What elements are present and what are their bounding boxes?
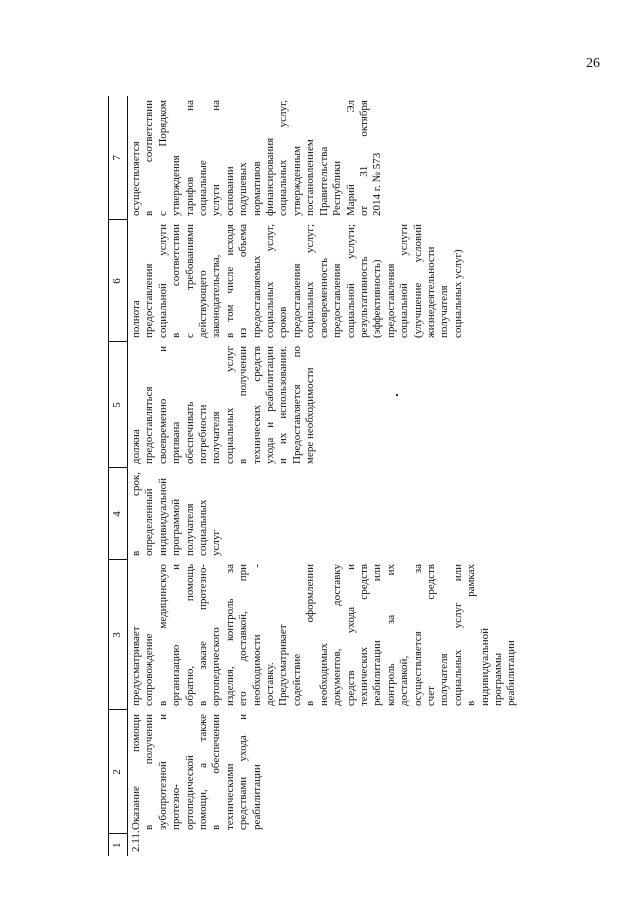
cell-text-line: индивидуальной	[478, 627, 491, 706]
cell-text-line: в соответствии	[170, 224, 183, 338]
cell-text-line: 2014 г. № 573	[371, 152, 384, 216]
cell-text-line: реабилитации	[505, 640, 518, 706]
cell-text-line: предоставления	[290, 263, 303, 338]
cell-text-line: в заказе протезно-	[197, 564, 210, 706]
cell-text-line: своевременность	[317, 257, 330, 338]
cell-text-line: утвержденным	[290, 145, 303, 216]
cell-text-line: реабилитации	[250, 764, 263, 830]
cell-text-line: и их использовании.	[277, 346, 290, 464]
column-number: 7	[109, 96, 128, 220]
cell-text-line: нормативов	[250, 161, 263, 216]
row-number: 2.11.	[130, 830, 142, 852]
cell-text-line: программой	[170, 498, 183, 556]
cell-text-line: обратно, помощь	[183, 564, 196, 706]
cell-text-line: доставку.	[264, 662, 277, 706]
cell-text-line: услуг	[210, 530, 223, 556]
cell-text-line: счет средств	[424, 564, 437, 706]
cell-text-line: в срок,	[130, 472, 142, 556]
cell-text-line: мере необходимости	[304, 367, 317, 464]
cell-text-line: социальных услуг,	[264, 224, 277, 338]
cell-text-line: с Порядком	[156, 100, 169, 216]
cell-text-line: Правительства	[317, 146, 330, 216]
cell-text-line: утверждения	[170, 155, 183, 216]
cell-text-line: осуществляется	[130, 141, 142, 216]
column-number: 6	[109, 220, 128, 342]
rotated-table-sheet	[108, 96, 518, 856]
cell-text-line: в медицинскую	[156, 564, 169, 706]
cell-text-line: ортопедической	[183, 755, 196, 830]
cell-text-line: средствами ухода и	[237, 714, 250, 830]
cell-text-line: социальной услуги;	[344, 224, 357, 338]
service-description-cell	[128, 560, 521, 710]
cell-text-line: социальной услуги	[156, 224, 169, 338]
cell-text-line: в получении	[143, 714, 156, 830]
cell-text-line: содействие	[290, 653, 303, 706]
cell-text-line: социальных услуг)	[451, 249, 464, 338]
cell-text-line: технических средств	[250, 346, 263, 464]
cell-text-line: постановлением	[304, 139, 317, 216]
cell-text-line: его доставкой, при	[237, 564, 250, 706]
cell-text-line: реабилитации или	[371, 564, 384, 706]
cell-text-line: социальных услуг;	[304, 224, 317, 338]
cell-text-line: изделия, контроль за	[223, 564, 236, 706]
column-number: 2	[109, 710, 128, 834]
cell-text-line: в оформлении	[304, 564, 317, 706]
column-number: 5	[109, 342, 128, 468]
cell-text-line: индивидуальной	[156, 477, 169, 556]
cell-text-line: протезно-	[170, 784, 183, 830]
quality-indicators-cell	[128, 220, 521, 342]
cell-text-line: контроль за их	[384, 564, 397, 706]
cell-text-line: получателя	[438, 653, 451, 706]
column-number: 4	[109, 468, 128, 560]
cell-text-line: Марий Эл	[344, 100, 357, 216]
cell-text-line: жизнедеятельности	[424, 246, 437, 338]
cell-text-line: определенный	[143, 488, 156, 556]
cell-text-line: (эффективность)	[371, 259, 384, 338]
cell-text-line: социальных услуг,	[277, 100, 290, 216]
cell-text-line: доставкой,	[398, 655, 411, 706]
cell-text-line: призвана	[170, 421, 183, 464]
cell-text-line: предоставляться	[143, 386, 156, 464]
service-name-cell	[128, 710, 521, 834]
cell-text-line: необходимых	[317, 642, 330, 706]
cell-text-line: средств ухода и	[344, 564, 357, 706]
cell-text-line: полнота	[130, 300, 142, 338]
cell-text-line: тарифов на	[183, 100, 196, 216]
cell-text-line: социальных услуг	[223, 346, 236, 464]
cell-text-line: услуги на	[210, 100, 223, 216]
cell-text-line: предоставления	[331, 263, 344, 338]
cell-text-line: социальных	[197, 499, 210, 556]
cell-text-line: организацию и	[170, 564, 183, 706]
cell-text-line: предоставления	[384, 263, 397, 338]
cell-text-line: осуществляется за	[411, 564, 424, 706]
cell-text-line: сроков	[277, 306, 290, 338]
cell-text-line: необходимости -	[250, 564, 263, 706]
cell-text-line: зубопротезной и	[156, 714, 169, 830]
cell-text-line: обеспечивать	[183, 401, 196, 464]
cell-text-line: социальные	[197, 160, 210, 216]
cell-text-line: получателя	[438, 285, 451, 338]
cell-text-line: Оказание помощи	[130, 714, 142, 830]
cell-text-line: документов, доставку	[331, 564, 344, 706]
services-table	[108, 96, 521, 856]
cell-text-line: потребности	[197, 404, 210, 464]
cell-text-line: законодательства,	[210, 254, 223, 338]
service-term-cell	[128, 468, 521, 560]
column-number-row	[109, 96, 128, 856]
cell-text-line: в рамках	[465, 564, 478, 706]
cell-text-line: социальных услуг или	[451, 564, 464, 706]
cell-text-line: действующего	[197, 270, 210, 338]
cell-text-line: предоставляемых	[250, 255, 263, 338]
tariff-cell	[128, 96, 521, 220]
cell-text-line: основании	[223, 166, 236, 216]
cell-text-line: ортопедического	[210, 627, 223, 706]
cell-text-line: социальной услуги	[398, 224, 411, 338]
cell-text-line: в том числе исходя	[223, 224, 236, 338]
cell-text-line: с требованиями	[183, 224, 196, 338]
column-number: 3	[109, 560, 128, 710]
column-number: 1	[109, 834, 128, 856]
cell-text-line: Республики	[331, 160, 344, 216]
cell-text-line: ухода и реабилитации	[264, 346, 277, 464]
cell-text-line: финансирования	[264, 137, 277, 216]
cell-text-line: получателя	[183, 503, 196, 556]
cell-text-line: предусматривает	[130, 626, 142, 706]
page-number: 26	[586, 56, 600, 71]
cell-text-line: от 31 октября	[357, 100, 370, 216]
cell-text-line: в получении	[237, 346, 250, 464]
cell-text-line: Предоставляется по	[290, 346, 303, 464]
cell-text-line: должна	[130, 429, 142, 464]
cell-text-line: помощи, а также	[197, 714, 210, 830]
cell-text-line: из объема	[237, 224, 250, 338]
cell-text-line: программы	[491, 652, 504, 706]
cell-text-line: технических средств	[357, 564, 370, 706]
cell-text-line: техническими	[223, 763, 236, 830]
service-conditions-cell	[128, 342, 521, 468]
cell-text-line: своевременно и	[156, 346, 169, 464]
cell-text-line: предоставления	[143, 263, 156, 338]
cell-text-line: сопровождение	[143, 633, 156, 706]
cell-text-line: (улучшение условий	[411, 224, 424, 338]
cell-text-line: результативность	[357, 256, 370, 338]
table-row	[128, 96, 521, 856]
cell-text-line: в обеспечении	[210, 714, 223, 830]
cell-text-line: получателя	[210, 411, 223, 464]
cell-text-line: Предусматривает	[277, 624, 290, 706]
cell-text-line: в соответствии	[143, 100, 156, 216]
cell-text-line: подушевых	[237, 162, 250, 216]
